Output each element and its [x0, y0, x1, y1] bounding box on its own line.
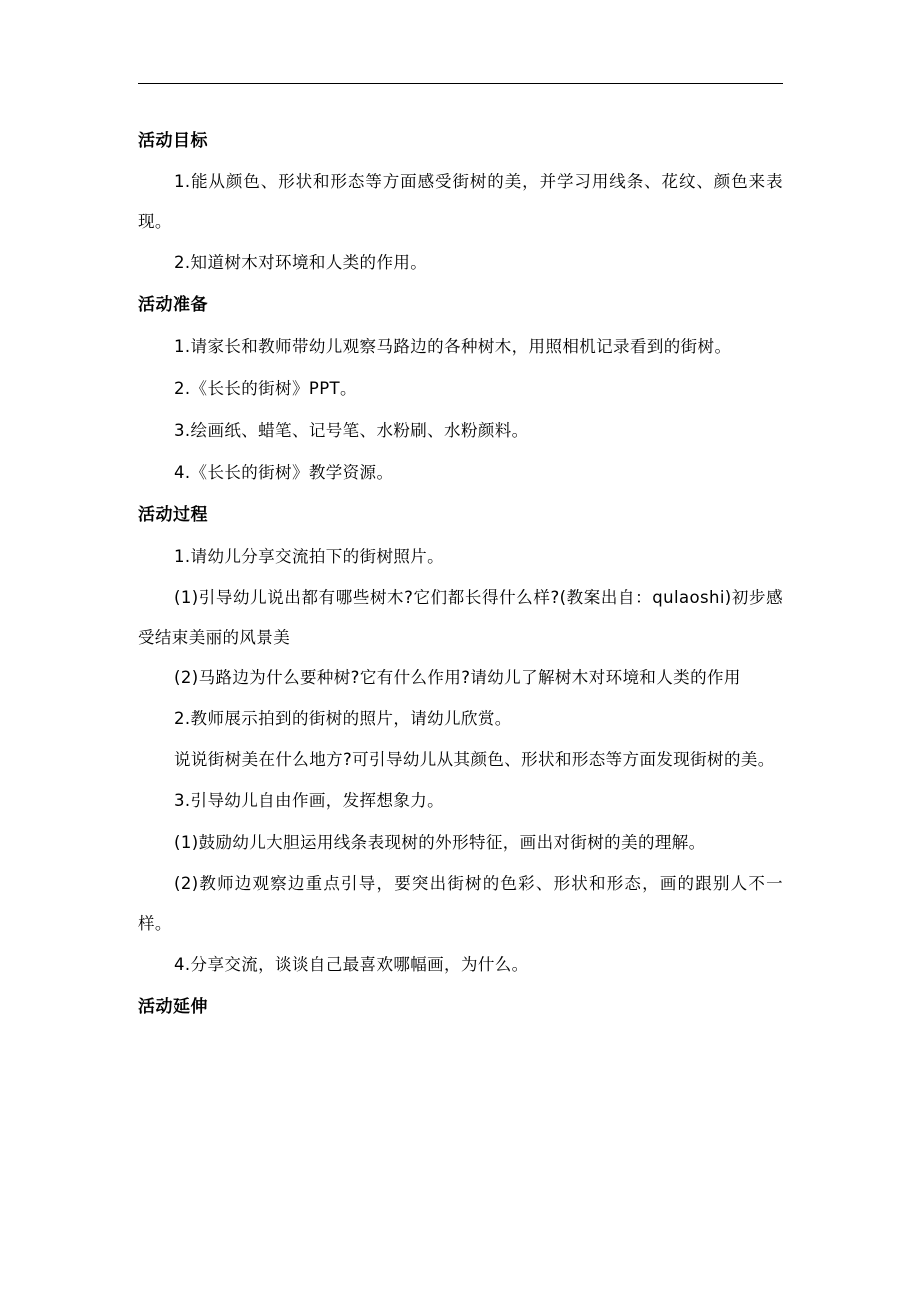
- paragraph: 4.分享交流，谈谈自己最喜欢哪幅画，为什么。: [174, 955, 529, 974]
- section-heading: 活动过程: [138, 505, 208, 525]
- paragraph: 2.《长长的街树》PPT。: [174, 379, 357, 398]
- section-goals: [138, 120, 783, 284]
- paragraph: 3.引导幼儿自由作画，发挥想象力。: [174, 791, 445, 810]
- section-extension: [138, 986, 783, 1028]
- paragraph: 说说街树美在什么地方?可引导幼儿从其颜色、形状和形态等方面发现街树的美。: [174, 750, 775, 769]
- paragraph: 1.请幼儿分享交流拍下的街树照片。: [174, 547, 445, 566]
- document-body: [138, 120, 783, 1028]
- section-process: [138, 494, 783, 986]
- section-heading: 活动准备: [138, 295, 208, 315]
- paragraph: (1)鼓励幼儿大胆运用线条表现树的外形特征，画出对街树的美的理解。: [174, 833, 706, 852]
- paragraph: (2)教师边观察边重点引导，要突出街树的色彩、形状和形态，画的跟别人不一样。: [138, 874, 783, 933]
- paragraph: 1.能从颜色、形状和形态等方面感受街树的美，并学习用线条、花纹、颜色来表现。: [138, 172, 783, 231]
- section-heading: 活动延伸: [138, 997, 208, 1017]
- paragraph: (1)引导幼儿说出都有哪些树木?它们都长得什么样?(教案出自：qulaoshi)初步感受结束美丽的风景美: [138, 588, 783, 647]
- section-heading: 活动目标: [138, 131, 208, 151]
- paragraph: 1.请家长和教师带幼儿观察马路边的各种树木，用照相机记录看到的街树。: [174, 337, 732, 356]
- paragraph: 2.知道树木对环境和人类的作用。: [174, 253, 428, 272]
- paragraph: (2)马路边为什么要种树?它有什么作用?请幼儿了解树木对环境和人类的作用: [174, 668, 741, 687]
- section-preparation: [138, 284, 783, 494]
- paragraph: 2.教师展示拍到的街树的照片，请幼儿欣赏。: [174, 709, 512, 728]
- paragraph: 3.绘画纸、蜡笔、记号笔、水粉刷、水粉颜料。: [174, 421, 529, 440]
- header-rule: [138, 83, 783, 84]
- paragraph: 4.《长长的街树》教学资源。: [174, 463, 394, 482]
